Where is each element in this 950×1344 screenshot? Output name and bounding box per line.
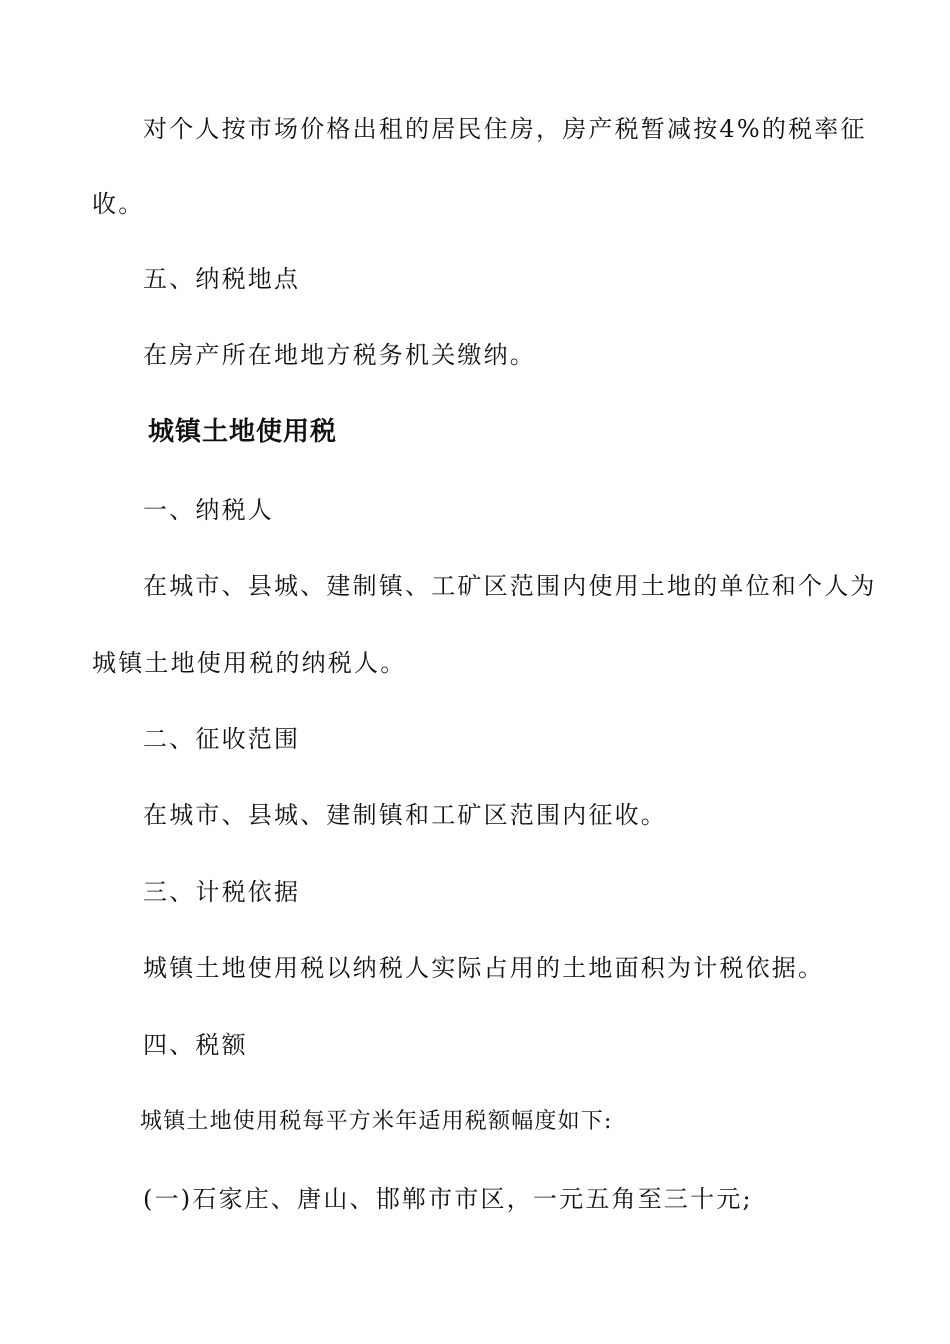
paragraph-line: 在城市、县城、建制镇和工矿区范围内征收。 bbox=[143, 801, 667, 829]
section-heading: 二、征收范围 bbox=[143, 725, 301, 753]
section-title: 城镇土地使用税 bbox=[148, 417, 338, 447]
paragraph-line: 在城市、县城、建制镇、工矿区范围内使用土地的单位和个人为 bbox=[143, 572, 877, 600]
section-heading: 四、税额 bbox=[143, 1031, 248, 1059]
list-item: (一)石家庄、唐山、邯郸市市区，一元五角至三十元; bbox=[143, 1185, 753, 1213]
paragraph-line: 城镇土地使用税的纳税人。 bbox=[92, 649, 407, 677]
section-heading: 五、纳税地点 bbox=[143, 265, 301, 293]
paragraph-line: 对个人按市场价格出租的居民住房，房产税暂减按4%的税率征 bbox=[143, 115, 867, 143]
paragraph-line: 城镇土地使用税以纳税人实际占用的土地面积为计税依据。 bbox=[143, 954, 825, 982]
section-heading: 三、计税依据 bbox=[143, 878, 301, 906]
paragraph-line: 城镇土地使用税每平方米年适用税额幅度如下: bbox=[140, 1109, 613, 1134]
section-heading: 一、纳税人 bbox=[143, 496, 274, 524]
paragraph-line: 收。 bbox=[92, 190, 145, 218]
paragraph-line: 在房产所在地地方税务机关缴纳。 bbox=[143, 341, 536, 369]
